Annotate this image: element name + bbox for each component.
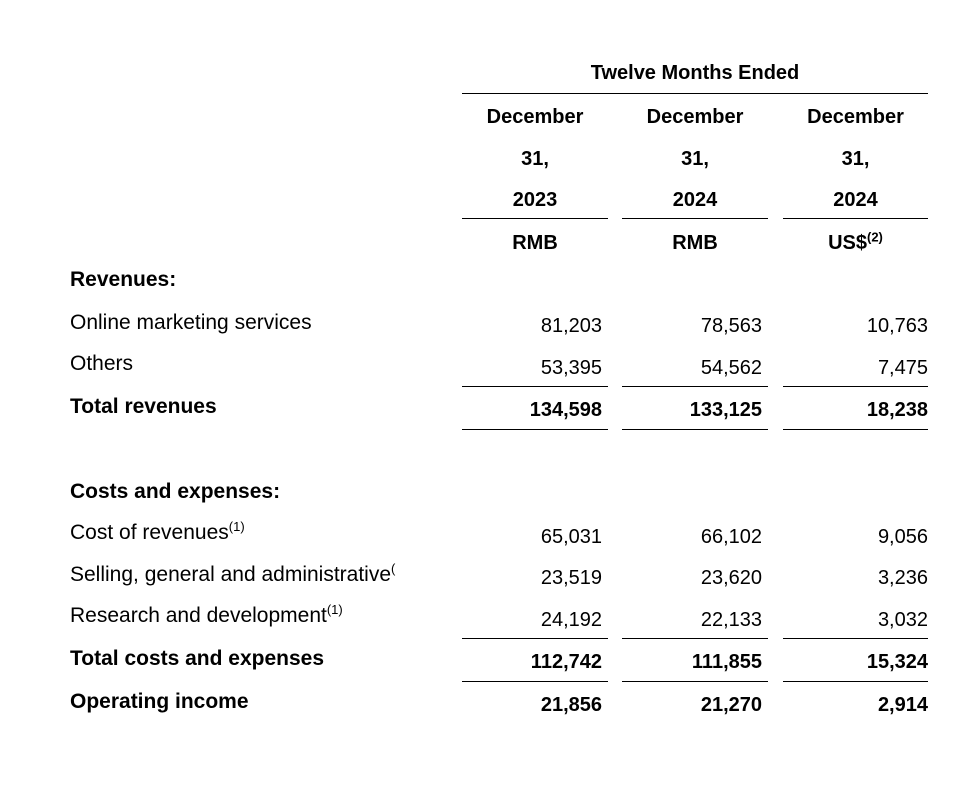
cell-value: 24,192 [540,609,602,631]
col3-header-year: 2024 [833,189,878,211]
cell-value: 23,519 [540,567,602,589]
cell-value: 3,236 [877,567,928,589]
subtotal-rule [622,386,768,387]
cell-value: 2,914 [877,694,928,716]
period-header: Twelve Months Ended [590,62,800,84]
row-footnote: (1) [326,602,343,617]
cell-value: 111,855 [691,651,762,673]
row-label [70,604,343,628]
row-label: Others [70,352,134,375]
cell-value: 134,598 [529,399,602,421]
col2-header-year: 2024 [672,189,718,211]
col3-header-rule [783,218,928,219]
subtotal-rule [783,638,928,639]
total-rule [783,681,928,682]
row-label: Operating income [70,690,249,713]
col3-header-line2: 31, [841,148,870,170]
row-label-text: Research and development [70,604,327,627]
cell-value: 81,203 [540,315,602,337]
revenues-section-title: Revenues: [70,268,177,291]
row-label-text: Selling, general and administrative [70,563,392,586]
total-rule [462,429,608,430]
row-label-text: Cost of revenues [70,521,229,544]
col1-header-year: 2023 [512,189,558,211]
cell-value: 7,475 [877,357,928,379]
subtotal-rule [622,638,768,639]
col3-currency-footnote: (2) [867,229,883,245]
row-label: Total revenues [70,395,217,418]
col2-header-line1: December [646,106,744,128]
cell-value: 112,742 [530,651,602,673]
col1-header-rule [462,218,608,219]
header-rule [462,93,928,94]
cell-value: 3,032 [877,609,928,631]
cell-value: 21,270 [700,694,762,716]
row-label: Total costs and expenses [70,647,325,670]
subtotal-rule [783,386,928,387]
col3-currency [783,229,928,255]
cell-value: 65,031 [540,526,602,548]
row-label [70,563,462,587]
subtotal-rule [462,638,608,639]
cell-value: 9,056 [877,526,928,548]
row-footnote: ( [391,563,396,576]
total-rule [462,681,608,682]
cell-value: 21,856 [540,694,602,716]
cell-value: 133,125 [689,399,762,421]
col2-header-line2: 31, [681,148,709,170]
cell-value: 78,563 [700,315,762,337]
total-rule [783,429,928,430]
cell-value: 54,562 [700,357,762,379]
cell-value: 66,102 [700,526,762,548]
col2-header-rule [622,218,768,219]
costs-section-title: Costs and expenses: [70,480,281,503]
row-footnote: (1) [228,519,245,534]
total-rule [622,429,768,430]
col3-header-line1: December [807,106,904,128]
col1-currency: RMB [512,232,558,254]
cell-value: 15,324 [866,651,928,673]
cell-value: 10,763 [866,315,928,337]
cell-value: 23,620 [700,567,762,589]
col3-currency-text: US$ [828,232,867,254]
row-label: Online marketing services [70,311,312,334]
cell-value: 22,133 [700,609,762,631]
col1-header-line2: 31, [521,148,549,170]
subtotal-rule [462,386,608,387]
cell-value: 18,238 [866,399,928,421]
row-label [70,521,245,545]
cell-value: 53,395 [540,357,602,379]
col2-currency: RMB [672,232,718,254]
total-rule [622,681,768,682]
col1-header-line1: December [486,106,584,128]
